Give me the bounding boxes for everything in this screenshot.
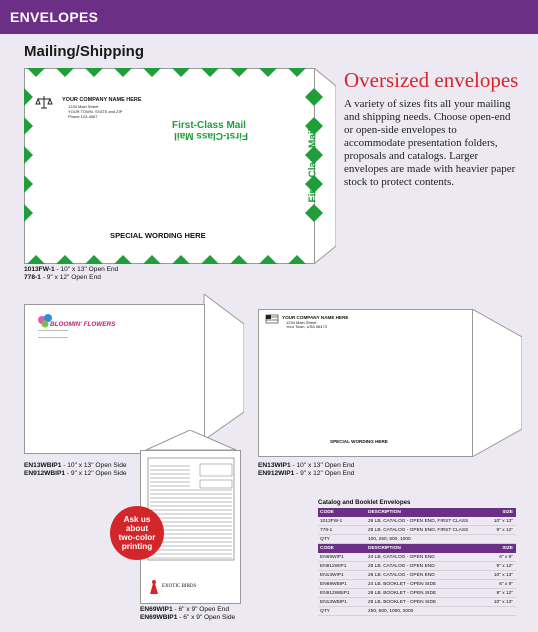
table-row: [318, 535, 516, 544]
table-row: [318, 526, 516, 535]
section-header: [0, 0, 538, 34]
table-cell: 6" x 9": [499, 581, 513, 587]
table-cell: 250, 500, 1000, 2000: [368, 608, 414, 614]
page-subtitle: Mailing/Shipping: [24, 43, 144, 60]
company-phone: Phone 123-4567: [68, 114, 98, 119]
first-class-side-label: First-Class Mail: [307, 128, 319, 203]
table-row: [318, 607, 516, 616]
table-header: CODE DESCRIPTION SIZE: [318, 508, 516, 517]
table-cell: 28 LB. CATALOG - OPEN END, FIRST CLASS: [368, 518, 469, 524]
table-cell: 10" x 13": [493, 599, 513, 605]
table-cell: 9" x 12": [496, 563, 513, 569]
table-cell: 24 LB. CATALOG - OPEN END: [368, 554, 435, 560]
table-header: CODE DESCRIPTION SIZE: [318, 544, 516, 553]
table-cell: QTY: [320, 536, 330, 542]
company-name: YOUR COMPANY NAME HERE: [62, 97, 142, 103]
first-class-stamp-rotated: First-Class Mail: [174, 130, 248, 141]
table-cell: QTY: [320, 608, 330, 614]
table-row: [318, 589, 516, 598]
table-cell: EN912WBIP1: [320, 590, 350, 596]
company-address2: YOUR TOWN, STATE and ZIP: [68, 109, 123, 114]
company-flag-envelope: [258, 309, 522, 457]
table-cell: EN69WBIP1: [320, 581, 347, 587]
bloomin-flowers-logo: BLOOMIN' FLOWERS: [50, 321, 116, 328]
table-cell: 9" x 12": [496, 590, 513, 596]
table-row: [318, 598, 516, 607]
table-cell: 1013FW-1: [320, 518, 343, 524]
table-cell: 28 LB. CATALOG - OPEN END: [368, 563, 435, 569]
table-cell: 9" x 12": [496, 527, 513, 533]
table-row: [318, 517, 516, 526]
special-wording: SPECIAL WORDING HERE: [110, 231, 206, 240]
table-cell: 100, 250, 500, 1000: [368, 536, 411, 542]
table-cell: 10" x 13": [493, 572, 513, 578]
special-wording-3: SPECIAL WORDING HERE: [330, 439, 388, 444]
company-address-3b: Your Town, USA 56473: [286, 324, 327, 329]
env2-caption: EN13WBIP1 - 10" x 13" Open Side EN912WBIP1 - 9" x 12" Open Side: [24, 462, 127, 477]
body-text: A variety of sizes fits all your mailing and shipping needs. Choose open-end or open-side envelopes to accommodate presentation folders, proposals and catalogs. Larger envelopes are made with heavier paper stock to protect contents.: [344, 98, 516, 188]
table-cell: EN13WIP1: [320, 572, 344, 578]
first-class-envelope: [24, 68, 336, 264]
table-cell: EN69WIP1: [320, 554, 344, 560]
env3-caption: EN13WIP1 - 10" x 13" Open End EN912WIP1 - 9" x 12" Open End: [258, 462, 355, 477]
table-cell: 28 LB. CATALOG - OPEN END, FIRST CLASS: [368, 527, 469, 533]
table-cell: 10" x 13": [493, 518, 513, 524]
catalog-booklet-table: [318, 499, 516, 616]
company-name-3: YOUR COMPANY NAME HERE: [282, 315, 349, 320]
company-address-3a: 1234 Main Street: [286, 320, 317, 325]
table-row: [318, 553, 516, 562]
table-row: [318, 580, 516, 589]
table-cell: 6" x 9": [499, 554, 513, 560]
return-address-lines: [38, 330, 68, 338]
table-title: Catalog and Booklet Envelopes: [318, 499, 411, 506]
table-cell: 28 LB. CATALOG - OPEN END: [368, 572, 435, 578]
table-row: [318, 562, 516, 571]
env1-caption: 1013FW-1 - 10" x 13" Open End 778-1 - 9" x 12" Open End: [24, 266, 119, 281]
table-cell: 24 LB. BOOKLET - OPEN SIDE: [368, 581, 437, 587]
two-color-printing-badge: Ask us about two-color printing: [110, 506, 164, 560]
section-title: ENVELOPES: [10, 9, 99, 25]
table-row: [318, 571, 516, 580]
env4-caption: EN69WIP1 - 6" x 9" Open End EN69WBIP1 - 6" x 9" Open Side: [140, 606, 236, 621]
exotic-birds-logo: EXOTIC BIRDS: [162, 584, 197, 589]
headline: Oversized envelopes: [344, 68, 519, 92]
table-cell: EN912WIP1: [320, 563, 347, 569]
open-end-envelope-art: [258, 309, 522, 457]
table-cell: EN13WBIP1: [320, 599, 347, 605]
company-address1: 1234 Main Street: [68, 104, 99, 109]
first-class-stamp: First-Class Mail: [172, 120, 246, 131]
table-cell: 778-1: [320, 527, 333, 533]
table-cell: 28 LB. BOOKLET - OPEN SIDE: [368, 599, 437, 605]
flag-logo-icon: [266, 315, 278, 323]
table-cell: 28 LB. BOOKLET - OPEN SIDE: [368, 590, 437, 596]
